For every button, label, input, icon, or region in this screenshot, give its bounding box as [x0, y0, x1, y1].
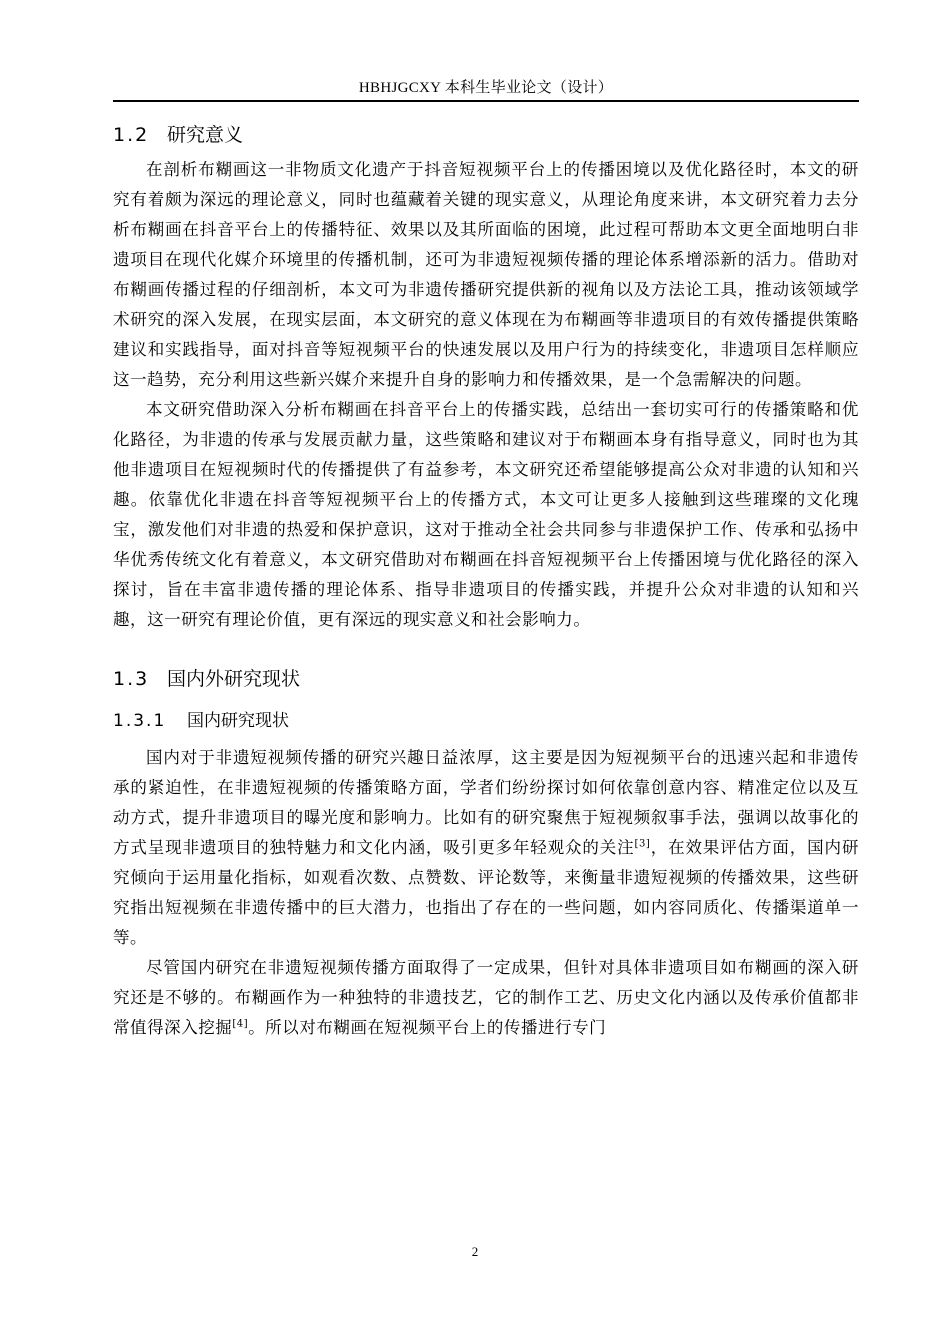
paragraph-text: 国内对于非遗短视频传播的研究兴趣日益浓厚，这主要是因为短视频平台的迅速兴起和非遗传承的紧迫性，在非遗短视频的传播策略方面，学者们纷纷探讨如何依靠创意内容、精准定位以及互动方式，提升非遗项目的曝光度和影响力。比如有的研究聚焦于短视频叙事手法，强调以故事化的方式呈现非遗项目的独特魅力和文化内涵，吸引更多年轻观众的关注: [113, 748, 859, 857]
running-header-title: HBHJGCXY 本科生毕业论文（设计）: [358, 80, 614, 96]
section-heading-1-3: [113, 659, 859, 699]
page-number: 2: [471, 1244, 479, 1259]
paragraph-domestic-research-2: [113, 953, 859, 1043]
paragraph-text: ，在效果评估方面，国内研究倾向于运用量化指标，如观看次数、点赞数、评论数等，来衡量非遗短视频的传播效果，这些研究指出短视频在非遗传播中的巨大潜力，也指出了存在的一些问题，如内容同质化、传播渠道单一等。: [113, 838, 859, 947]
citation-ref-3: [3]: [634, 838, 651, 850]
section-title: 国内外研究现状: [167, 668, 301, 690]
page-body: [113, 115, 859, 1043]
header-rule: [113, 100, 859, 102]
section-heading-1-2: [113, 115, 859, 155]
section-number: 1.3: [113, 668, 150, 690]
citation-ref-4: [4]: [232, 1018, 249, 1030]
paragraph-significance-1: 在剖析布糊画这一非物质文化遗产于抖音短视频平台上的传播困境以及优化路径时，本文的研究有着颇为深远的理论意义，同时也蕴藏着关键的现实意义，从理论角度来讲，本文研究着力去分析布糊画在抖音平台上的传播特征、效果以及其所面临的困境，此过程可帮助本文更全面地明白非遗项目在现代化媒介环境里的传播机制，还可为非遗短视频传播的理论体系增添新的活力。借助对布糊画传播过程的仔细剖析，本文可为非遗传播研究提供新的视角以及方法论工具，推动该领域学术研究的深入发展，在现实层面，本文研究的意义体现在为布糊画等非遗项目的有效传播提供策略建议和实践指导，面对抖音等短视频平台的快速发展以及用户行为的持续变化，非遗项目怎样顺应这一趋势，充分利用这些新兴媒介来提升自身的影响力和传播效果，是一个急需解决的问题。: [113, 160, 859, 389]
paragraph-text: 尽管国内研究在非遗短视频传播方面取得了一定成果，但针对具体非遗项目如布糊画的深入研究还是不够的。布糊画作为一种独特的非遗技艺，它的制作工艺、历史文化内涵以及传承价值都非常值得深入挖掘: [113, 958, 859, 1037]
paragraph-significance-2: 本文研究借助深入分析布糊画在抖音平台上的传播实践，总结出一套切实可行的传播策略和优化路径，为非遗的传承与发展贡献力量，这些策略和建议对于布糊画本身有指导意义，同时也为其他非遗项目在短视频时代的传播提供了有益参考，本文研究还希望能够提高公众对非遗的认知和兴趣。依靠优化非遗在抖音等短视频平台上的传播方式，本文可让更多人接触到这些璀璨的文化瑰宝，激发他们对非遗的热爱和保护意识，这对于推动全社会共同参与非遗保护工作、传承和弘扬中华优秀传统文化有着意义，本文研究借助对布糊画在抖音短视频平台上传播困境与优化路径的深入探讨，旨在丰富非遗传播的理论体系、指导非遗项目的传播实践，并提升公众对非遗的认知和兴趣，这一研究有理论价值，更有深远的现实意义和社会影响力。: [113, 400, 859, 629]
section-spacer: [113, 635, 859, 659]
subsection-title: 国内研究现状: [187, 711, 289, 731]
subsection-heading-1-3-1: [113, 703, 859, 739]
paragraph-domestic-research-1: [113, 743, 859, 953]
section-title: 研究意义: [167, 124, 244, 146]
section-number: 1.2: [113, 124, 150, 146]
paragraph-text: 。所以对布糊画在短视频平台上的传播进行专门: [248, 1018, 607, 1037]
subsection-number: 1.3.1: [113, 711, 167, 731]
